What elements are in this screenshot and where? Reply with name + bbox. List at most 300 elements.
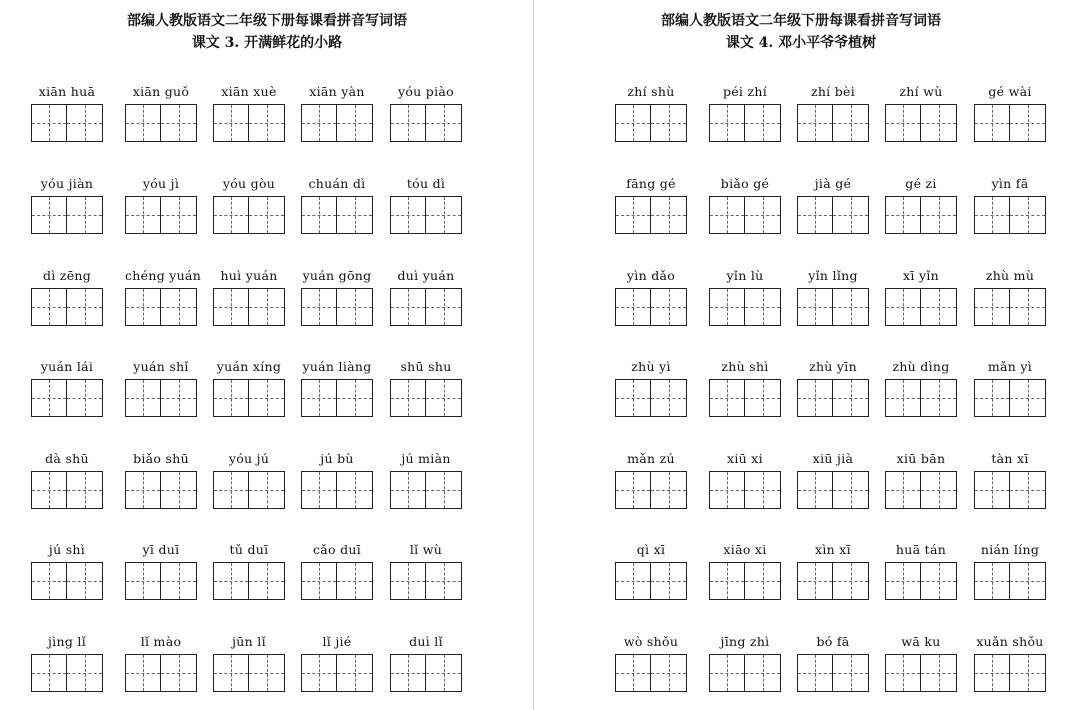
tian-zi-ge-box[interactable] bbox=[797, 104, 833, 142]
tian-zi-ge-box[interactable] bbox=[213, 471, 249, 509]
tian-zi-ge-box[interactable] bbox=[337, 562, 373, 600]
word-item bbox=[974, 174, 1046, 234]
tian-zi-ge-box[interactable] bbox=[125, 196, 161, 234]
word-item bbox=[301, 174, 373, 234]
tian-zi-ge-box[interactable] bbox=[31, 379, 67, 417]
word-item bbox=[615, 357, 687, 417]
tian-zi-ge-box[interactable] bbox=[426, 562, 462, 600]
writing-boxes bbox=[709, 196, 781, 234]
tian-zi-ge-box[interactable] bbox=[426, 379, 462, 417]
pinyin-label: wā ku bbox=[901, 634, 941, 649]
tian-zi-ge-box[interactable] bbox=[921, 379, 957, 417]
tian-zi-ge-box[interactable] bbox=[125, 654, 161, 692]
tian-zi-ge-box[interactable] bbox=[337, 471, 373, 509]
tian-zi-ge-box[interactable] bbox=[745, 379, 781, 417]
tian-zi-ge-box[interactable] bbox=[125, 562, 161, 600]
writing-boxes bbox=[31, 104, 103, 142]
pinyin-label: cǎo duī bbox=[312, 542, 362, 557]
pinyin-label: jú shì bbox=[48, 542, 86, 557]
writing-boxes bbox=[125, 654, 197, 692]
tian-zi-ge-box[interactable] bbox=[615, 104, 651, 142]
tian-zi-ge-box[interactable] bbox=[67, 654, 103, 692]
tian-zi-ge-box[interactable] bbox=[1010, 379, 1046, 417]
tian-zi-ge-box[interactable] bbox=[390, 471, 426, 509]
writing-boxes bbox=[885, 196, 957, 234]
word-item bbox=[615, 266, 687, 326]
tian-zi-ge-box[interactable] bbox=[709, 471, 745, 509]
tian-zi-ge-box[interactable] bbox=[426, 654, 462, 692]
tian-zi-ge-box[interactable] bbox=[651, 288, 687, 326]
writing-boxes bbox=[301, 379, 373, 417]
tian-zi-ge-box[interactable] bbox=[390, 104, 426, 142]
writing-boxes bbox=[213, 288, 285, 326]
pinyin-label: chéng yuán bbox=[125, 268, 202, 283]
word-item bbox=[974, 357, 1046, 417]
pinyin-label: yǐn lǐng bbox=[808, 268, 858, 283]
word-item bbox=[31, 632, 103, 692]
word-item bbox=[213, 266, 285, 326]
writing-boxes bbox=[797, 654, 869, 692]
writing-boxes bbox=[125, 196, 197, 234]
tian-zi-ge-box[interactable] bbox=[1010, 654, 1046, 692]
writing-boxes bbox=[974, 562, 1046, 600]
tian-zi-ge-box[interactable] bbox=[974, 654, 1010, 692]
writing-boxes bbox=[797, 562, 869, 600]
tian-zi-ge-box[interactable] bbox=[301, 196, 337, 234]
word-item bbox=[301, 82, 373, 142]
word-item bbox=[709, 632, 781, 692]
tian-zi-ge-box[interactable] bbox=[885, 196, 921, 234]
pinyin-label: yóu jiàn bbox=[40, 176, 94, 191]
word-item bbox=[615, 632, 687, 692]
tian-zi-ge-box[interactable] bbox=[651, 104, 687, 142]
tian-zi-ge-box[interactable] bbox=[161, 654, 197, 692]
pinyin-label: xiān yàn bbox=[309, 84, 365, 99]
tian-zi-ge-box[interactable] bbox=[921, 104, 957, 142]
tian-zi-ge-box[interactable] bbox=[213, 562, 249, 600]
tian-zi-ge-box[interactable] bbox=[709, 562, 745, 600]
tian-zi-ge-box[interactable] bbox=[833, 196, 869, 234]
pinyin-label: xiū jià bbox=[812, 451, 854, 466]
word-item bbox=[974, 266, 1046, 326]
writing-boxes bbox=[885, 104, 957, 142]
pinyin-label: duì yuán bbox=[397, 268, 455, 283]
tian-zi-ge-box[interactable] bbox=[833, 104, 869, 142]
writing-boxes bbox=[301, 104, 373, 142]
pinyin-label: lǐ mào bbox=[140, 634, 182, 649]
tian-zi-ge-box[interactable] bbox=[67, 471, 103, 509]
writing-boxes bbox=[709, 379, 781, 417]
tian-zi-ge-box[interactable] bbox=[921, 562, 957, 600]
tian-zi-ge-box[interactable] bbox=[390, 562, 426, 600]
pinyin-label: zhù yì bbox=[631, 359, 671, 374]
word-item bbox=[125, 449, 197, 509]
word-item bbox=[31, 357, 103, 417]
tian-zi-ge-box[interactable] bbox=[1010, 562, 1046, 600]
tian-zi-ge-box[interactable] bbox=[31, 471, 67, 509]
pinyin-label: gé wài bbox=[988, 84, 1032, 99]
tian-zi-ge-box[interactable] bbox=[885, 654, 921, 692]
word-item bbox=[125, 540, 197, 600]
tian-zi-ge-box[interactable] bbox=[67, 104, 103, 142]
tian-zi-ge-box[interactable] bbox=[161, 104, 197, 142]
tian-zi-ge-box[interactable] bbox=[797, 379, 833, 417]
writing-boxes bbox=[390, 288, 462, 326]
pinyin-label: tàn xī bbox=[991, 451, 1029, 466]
tian-zi-ge-box[interactable] bbox=[709, 288, 745, 326]
word-item bbox=[797, 266, 869, 326]
pinyin-label: yóu gòu bbox=[222, 176, 276, 191]
tian-zi-ge-box[interactable] bbox=[125, 471, 161, 509]
tian-zi-ge-box[interactable] bbox=[709, 196, 745, 234]
writing-boxes bbox=[31, 196, 103, 234]
tian-zi-ge-box[interactable] bbox=[213, 379, 249, 417]
tian-zi-ge-box[interactable] bbox=[885, 379, 921, 417]
writing-boxes bbox=[709, 471, 781, 509]
tian-zi-ge-box[interactable] bbox=[745, 654, 781, 692]
writing-boxes bbox=[709, 104, 781, 142]
word-item bbox=[709, 449, 781, 509]
writing-boxes bbox=[301, 196, 373, 234]
word-item bbox=[709, 266, 781, 326]
word-item bbox=[31, 540, 103, 600]
writing-boxes bbox=[885, 471, 957, 509]
tian-zi-ge-box[interactable] bbox=[921, 471, 957, 509]
writing-boxes bbox=[301, 288, 373, 326]
writing-boxes bbox=[301, 471, 373, 509]
tian-zi-ge-box[interactable] bbox=[1010, 104, 1046, 142]
pinyin-label: huì yuán bbox=[220, 268, 278, 283]
word-item bbox=[885, 632, 957, 692]
word-item bbox=[213, 357, 285, 417]
tian-zi-ge-box[interactable] bbox=[31, 196, 67, 234]
tian-zi-ge-box[interactable] bbox=[797, 654, 833, 692]
tian-zi-ge-box[interactable] bbox=[833, 379, 869, 417]
pinyin-label: qì xī bbox=[636, 542, 666, 557]
word-item bbox=[709, 174, 781, 234]
word-item bbox=[125, 357, 197, 417]
tian-zi-ge-box[interactable] bbox=[885, 471, 921, 509]
tian-zi-ge-box[interactable] bbox=[161, 196, 197, 234]
pinyin-label: bó fā bbox=[816, 634, 850, 649]
word-item bbox=[797, 540, 869, 600]
tian-zi-ge-box[interactable] bbox=[161, 379, 197, 417]
writing-boxes bbox=[31, 471, 103, 509]
word-item bbox=[974, 449, 1046, 509]
pinyin-label: jīng zhì bbox=[720, 634, 770, 649]
pinyin-label: jú miàn bbox=[401, 451, 451, 466]
word-item bbox=[797, 82, 869, 142]
tian-zi-ge-box[interactable] bbox=[1010, 196, 1046, 234]
writing-boxes bbox=[709, 288, 781, 326]
tian-zi-ge-box[interactable] bbox=[709, 379, 745, 417]
tian-zi-ge-box[interactable] bbox=[301, 471, 337, 509]
tian-zi-ge-box[interactable] bbox=[615, 379, 651, 417]
tian-zi-ge-box[interactable] bbox=[1010, 471, 1046, 509]
pinyin-label: yuán liàng bbox=[302, 359, 372, 374]
tian-zi-ge-box[interactable] bbox=[615, 654, 651, 692]
tian-zi-ge-box[interactable] bbox=[67, 562, 103, 600]
pinyin-label: zhù dìng bbox=[892, 359, 950, 374]
pinyin-label: yī duī bbox=[142, 542, 180, 557]
writing-boxes bbox=[213, 104, 285, 142]
tian-zi-ge-box[interactable] bbox=[161, 562, 197, 600]
tian-zi-ge-box[interactable] bbox=[337, 196, 373, 234]
pinyin-label: dì zēng bbox=[42, 268, 92, 283]
tian-zi-ge-box[interactable] bbox=[833, 654, 869, 692]
tian-zi-ge-box[interactable] bbox=[745, 104, 781, 142]
tian-zi-ge-box[interactable] bbox=[426, 288, 462, 326]
pinyin-label: xìn xī bbox=[815, 542, 851, 557]
pinyin-label: huā tán bbox=[895, 542, 947, 557]
tian-zi-ge-box[interactable] bbox=[31, 562, 67, 600]
word-item bbox=[797, 449, 869, 509]
tian-zi-ge-box[interactable] bbox=[249, 288, 285, 326]
word-item bbox=[301, 357, 373, 417]
tian-zi-ge-box[interactable] bbox=[67, 288, 103, 326]
tian-zi-ge-box[interactable] bbox=[651, 654, 687, 692]
tian-zi-ge-box[interactable] bbox=[797, 562, 833, 600]
word-item bbox=[885, 449, 957, 509]
writing-boxes bbox=[885, 379, 957, 417]
pinyin-label: duì lǐ bbox=[409, 634, 443, 649]
tian-zi-ge-box[interactable] bbox=[797, 196, 833, 234]
pinyin-label: zhí shù bbox=[627, 84, 675, 99]
writing-boxes bbox=[125, 104, 197, 142]
tian-zi-ge-box[interactable] bbox=[213, 104, 249, 142]
tian-zi-ge-box[interactable] bbox=[249, 379, 285, 417]
tian-zi-ge-box[interactable] bbox=[974, 196, 1010, 234]
writing-boxes bbox=[301, 654, 373, 692]
tian-zi-ge-box[interactable] bbox=[31, 654, 67, 692]
writing-boxes bbox=[213, 379, 285, 417]
word-item bbox=[390, 449, 462, 509]
tian-zi-ge-box[interactable] bbox=[745, 196, 781, 234]
writing-boxes bbox=[885, 288, 957, 326]
tian-zi-ge-box[interactable] bbox=[31, 288, 67, 326]
tian-zi-ge-box[interactable] bbox=[615, 562, 651, 600]
tian-zi-ge-box[interactable] bbox=[885, 104, 921, 142]
tian-zi-ge-box[interactable] bbox=[833, 562, 869, 600]
tian-zi-ge-box[interactable] bbox=[390, 654, 426, 692]
pinyin-label: zhí bèi bbox=[810, 84, 856, 99]
tian-zi-ge-box[interactable] bbox=[249, 196, 285, 234]
tian-zi-ge-box[interactable] bbox=[651, 196, 687, 234]
tian-zi-ge-box[interactable] bbox=[31, 104, 67, 142]
word-item bbox=[301, 632, 373, 692]
pinyin-label: yǐn lù bbox=[726, 268, 764, 283]
writing-boxes bbox=[974, 104, 1046, 142]
pinyin-label: biǎo gé bbox=[720, 176, 770, 191]
pinyin-label: mǎn yì bbox=[987, 359, 1033, 374]
tian-zi-ge-box[interactable] bbox=[125, 288, 161, 326]
tian-zi-ge-box[interactable] bbox=[426, 196, 462, 234]
pinyin-label: gé zi bbox=[905, 176, 937, 191]
tian-zi-ge-box[interactable] bbox=[249, 654, 285, 692]
writing-boxes bbox=[390, 471, 462, 509]
tian-zi-ge-box[interactable] bbox=[125, 104, 161, 142]
tian-zi-ge-box[interactable] bbox=[249, 104, 285, 142]
tian-zi-ge-box[interactable] bbox=[213, 654, 249, 692]
tian-zi-ge-box[interactable] bbox=[885, 288, 921, 326]
writing-boxes bbox=[885, 654, 957, 692]
tian-zi-ge-box[interactable] bbox=[213, 196, 249, 234]
tian-zi-ge-box[interactable] bbox=[833, 471, 869, 509]
tian-zi-ge-box[interactable] bbox=[797, 471, 833, 509]
pinyin-label: xiān huā bbox=[38, 84, 96, 99]
word-item bbox=[31, 174, 103, 234]
writing-boxes bbox=[31, 562, 103, 600]
tian-zi-ge-box[interactable] bbox=[1010, 288, 1046, 326]
tian-zi-ge-box[interactable] bbox=[337, 654, 373, 692]
word-item bbox=[125, 266, 202, 326]
writing-boxes bbox=[31, 654, 103, 692]
tian-zi-ge-box[interactable] bbox=[426, 104, 462, 142]
pinyin-label: jú bù bbox=[320, 451, 354, 466]
tian-zi-ge-box[interactable] bbox=[161, 288, 197, 326]
tian-zi-ge-box[interactable] bbox=[301, 288, 337, 326]
word-item bbox=[615, 449, 687, 509]
pinyin-label: zhù mù bbox=[985, 268, 1035, 283]
tian-zi-ge-box[interactable] bbox=[745, 288, 781, 326]
tian-zi-ge-box[interactable] bbox=[301, 104, 337, 142]
word-item bbox=[213, 632, 285, 692]
pinyin-label: xiān guǒ bbox=[132, 84, 190, 99]
pinyin-label: xī yǐn bbox=[903, 268, 939, 283]
writing-boxes bbox=[974, 379, 1046, 417]
tian-zi-ge-box[interactable] bbox=[615, 196, 651, 234]
word-item bbox=[709, 82, 781, 142]
tian-zi-ge-box[interactable] bbox=[426, 471, 462, 509]
pinyin-label: jià gé bbox=[814, 176, 852, 191]
word-item bbox=[797, 174, 869, 234]
word-item bbox=[885, 174, 957, 234]
tian-zi-ge-box[interactable] bbox=[337, 379, 373, 417]
writing-boxes bbox=[390, 196, 462, 234]
tian-zi-ge-box[interactable] bbox=[833, 288, 869, 326]
tian-zi-ge-box[interactable] bbox=[885, 562, 921, 600]
pinyin-label: xiān xuè bbox=[221, 84, 277, 99]
tian-zi-ge-box[interactable] bbox=[615, 288, 651, 326]
word-item bbox=[885, 540, 957, 600]
tian-zi-ge-box[interactable] bbox=[921, 654, 957, 692]
pinyin-label: yìn dǎo bbox=[626, 268, 676, 283]
lesson-title: 课文 3. 开满鲜花的小路 bbox=[191, 35, 343, 51]
pinyin-label: xiū bān bbox=[896, 451, 946, 466]
tian-zi-ge-box[interactable] bbox=[337, 104, 373, 142]
word-item bbox=[615, 82, 687, 142]
pinyin-label: zhù yīn bbox=[809, 359, 857, 374]
writing-boxes bbox=[797, 379, 869, 417]
word-item bbox=[301, 266, 373, 326]
word-item bbox=[213, 82, 285, 142]
pinyin-label: yóu jì bbox=[142, 176, 180, 191]
pinyin-label: yuán shǐ bbox=[133, 359, 189, 374]
tian-zi-ge-box[interactable] bbox=[974, 288, 1010, 326]
tian-zi-ge-box[interactable] bbox=[390, 379, 426, 417]
word-item bbox=[125, 632, 197, 692]
worksheet-page-right bbox=[534, 0, 1068, 710]
word-item bbox=[390, 357, 462, 417]
word-item bbox=[213, 174, 285, 234]
tian-zi-ge-box[interactable] bbox=[745, 562, 781, 600]
writing-boxes bbox=[797, 104, 869, 142]
tian-zi-ge-box[interactable] bbox=[615, 471, 651, 509]
tian-zi-ge-box[interactable] bbox=[301, 654, 337, 692]
writing-boxes bbox=[797, 288, 869, 326]
tian-zi-ge-box[interactable] bbox=[337, 288, 373, 326]
tian-zi-ge-box[interactable] bbox=[651, 379, 687, 417]
pinyin-label: lǐ wù bbox=[409, 542, 443, 557]
pinyin-label: yuán xíng bbox=[216, 359, 282, 374]
writing-boxes bbox=[390, 562, 462, 600]
tian-zi-ge-box[interactable] bbox=[651, 562, 687, 600]
word-item bbox=[974, 632, 1046, 692]
tian-zi-ge-box[interactable] bbox=[390, 196, 426, 234]
tian-zi-ge-box[interactable] bbox=[974, 104, 1010, 142]
writing-boxes bbox=[615, 288, 687, 326]
worksheet-title: 部编人教版语文二年级下册每课看拼音写词语 bbox=[661, 13, 941, 29]
writing-boxes bbox=[213, 196, 285, 234]
tian-zi-ge-box[interactable] bbox=[974, 562, 1010, 600]
tian-zi-ge-box[interactable] bbox=[921, 288, 957, 326]
writing-boxes bbox=[390, 104, 462, 142]
pinyin-label: zhù shì bbox=[721, 359, 769, 374]
tian-zi-ge-box[interactable] bbox=[301, 562, 337, 600]
tian-zi-ge-box[interactable] bbox=[974, 379, 1010, 417]
word-item bbox=[125, 82, 197, 142]
tian-zi-ge-box[interactable] bbox=[125, 379, 161, 417]
tian-zi-ge-box[interactable] bbox=[709, 104, 745, 142]
tian-zi-ge-box[interactable] bbox=[67, 196, 103, 234]
pinyin-label: yuán lái bbox=[40, 359, 94, 374]
word-item bbox=[709, 540, 781, 600]
writing-boxes bbox=[125, 379, 197, 417]
tian-zi-ge-box[interactable] bbox=[213, 288, 249, 326]
pinyin-label: zhí wù bbox=[899, 84, 943, 99]
word-item bbox=[213, 449, 285, 509]
tian-zi-ge-box[interactable] bbox=[797, 288, 833, 326]
tian-zi-ge-box[interactable] bbox=[249, 471, 285, 509]
pinyin-label: dà shū bbox=[45, 451, 89, 466]
writing-boxes bbox=[709, 654, 781, 692]
writing-boxes bbox=[390, 654, 462, 692]
tian-zi-ge-box[interactable] bbox=[709, 654, 745, 692]
tian-zi-ge-box[interactable] bbox=[651, 471, 687, 509]
tian-zi-ge-box[interactable] bbox=[390, 288, 426, 326]
writing-boxes bbox=[797, 471, 869, 509]
word-item bbox=[213, 540, 285, 600]
tian-zi-ge-box[interactable] bbox=[301, 379, 337, 417]
writing-boxes bbox=[974, 196, 1046, 234]
writing-boxes bbox=[213, 654, 285, 692]
writing-boxes bbox=[615, 379, 687, 417]
word-item bbox=[31, 266, 103, 326]
tian-zi-ge-box[interactable] bbox=[974, 471, 1010, 509]
page-title bbox=[534, 10, 1068, 54]
word-item bbox=[885, 266, 957, 326]
tian-zi-ge-box[interactable] bbox=[249, 562, 285, 600]
pinyin-label: xuǎn shǒu bbox=[976, 634, 1044, 649]
word-item bbox=[125, 174, 197, 234]
word-item bbox=[797, 632, 869, 692]
tian-zi-ge-box[interactable] bbox=[161, 471, 197, 509]
writing-boxes bbox=[615, 654, 687, 692]
tian-zi-ge-box[interactable] bbox=[921, 196, 957, 234]
word-item bbox=[885, 82, 957, 142]
tian-zi-ge-box[interactable] bbox=[67, 379, 103, 417]
tian-zi-ge-box[interactable] bbox=[745, 471, 781, 509]
